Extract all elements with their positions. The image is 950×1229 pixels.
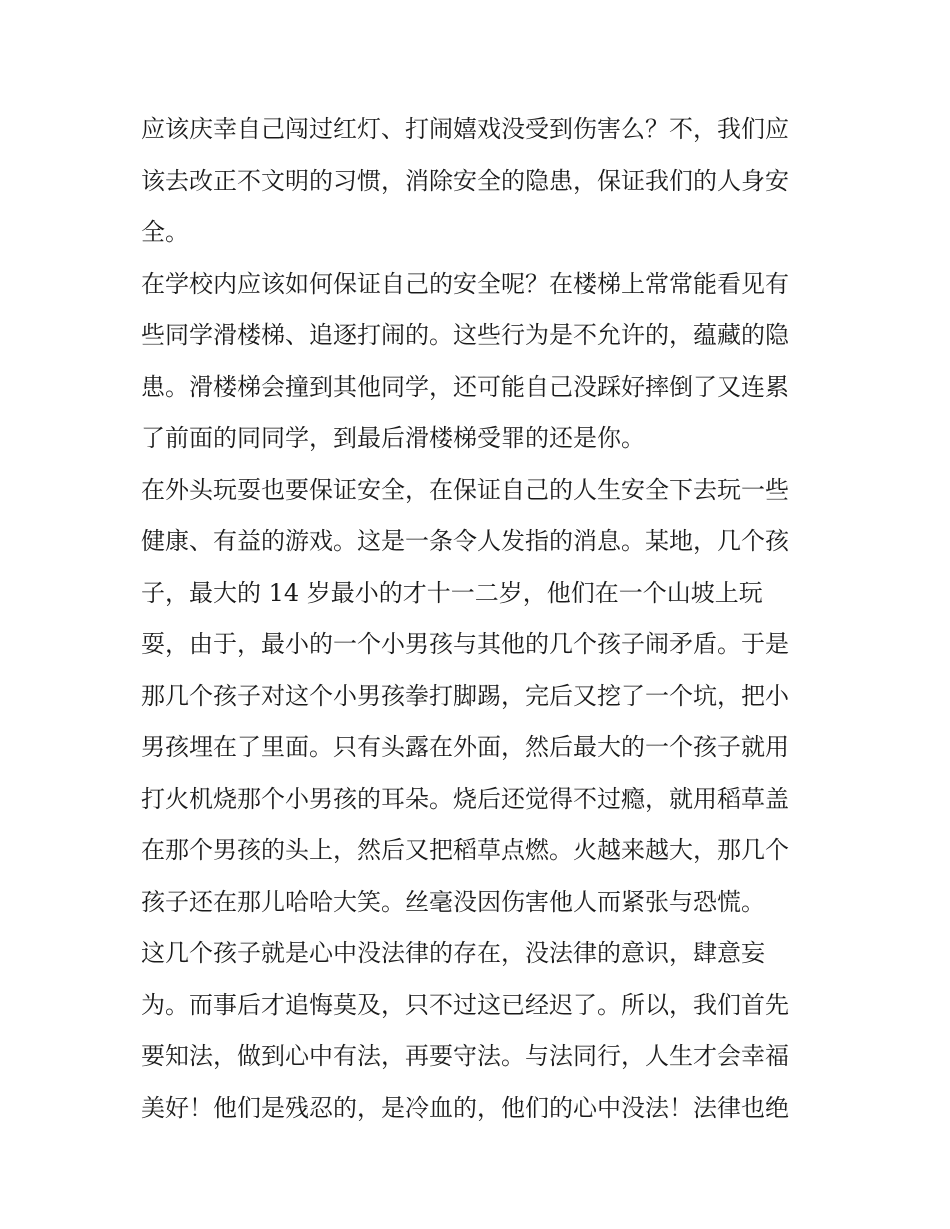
document-body <box>141 104 821 1134</box>
text-line: 在学校内应该如何保证自己的安全呢？在楼梯上常常能看见有 <box>141 269 789 298</box>
text-line: 在那个男孩的头上，然后又把稻草点燃。火越来越大，那几个 <box>141 836 789 864</box>
text-line: 该去改正不文明的习惯，消除安全的隐患，保证我们的人身安 <box>141 166 789 195</box>
text-line: 美好！他们是残忍的，是冷血的，他们的心中没法！法律也绝 <box>141 1093 789 1122</box>
text-line: 应该庆幸自己闯过红灯、打闹嬉戏没受到伤害么？不，我们应 <box>141 115 789 143</box>
text-line: 打火机烧那个小男孩的耳朵。烧后还觉得不过瘾，就用稻草盖 <box>141 784 789 813</box>
text-line: 了前面的同同学，到最后滑楼梯受罪的还是你。 <box>141 424 645 452</box>
text-line: 孩子还在那儿哈哈大笑。丝毫没因伤害他人而紧张与恐慌。 <box>141 887 765 916</box>
text-line: 在外头玩耍也要保证安全，在保证自己的人生安全下去玩一些 <box>141 475 789 504</box>
text-line: 男孩埋在了里面。只有头露在外面，然后最大的一个孩子就用 <box>141 733 789 761</box>
text-line: 这几个孩子就是心中没法律的存在，没法律的意识，肆意妄 <box>141 939 765 967</box>
text-line: 子，最大的 14 岁最小的才十一二岁，他们在一个山坡上玩 <box>141 578 763 607</box>
text-line: 要知法，做到心中有法，再要守法。与法同行，人生才会幸福 <box>141 1042 789 1070</box>
text-line: 患。滑楼梯会撞到其他同学，还可能自己没踩好摔倒了又连累 <box>141 372 789 401</box>
text-line: 为。而事后才追悔莫及，只不过这已经迟了。所以，我们首先 <box>141 990 789 1019</box>
text-line: 那几个孩子对这个小男孩拳打脚踢，完后又挖了一个坑，把小 <box>141 681 789 710</box>
text-line: 全。 <box>141 218 189 246</box>
text-line: 健康、有益的游戏。这是一条令人发指的消息。某地，几个孩 <box>141 527 789 555</box>
text-line: 耍，由于，最小的一个小男孩与其他的几个孩子闹矛盾。于是 <box>141 630 789 658</box>
text-line: 些同学滑楼梯、追逐打闹的。这些行为是不允许的，蕴藏的隐 <box>141 321 789 349</box>
